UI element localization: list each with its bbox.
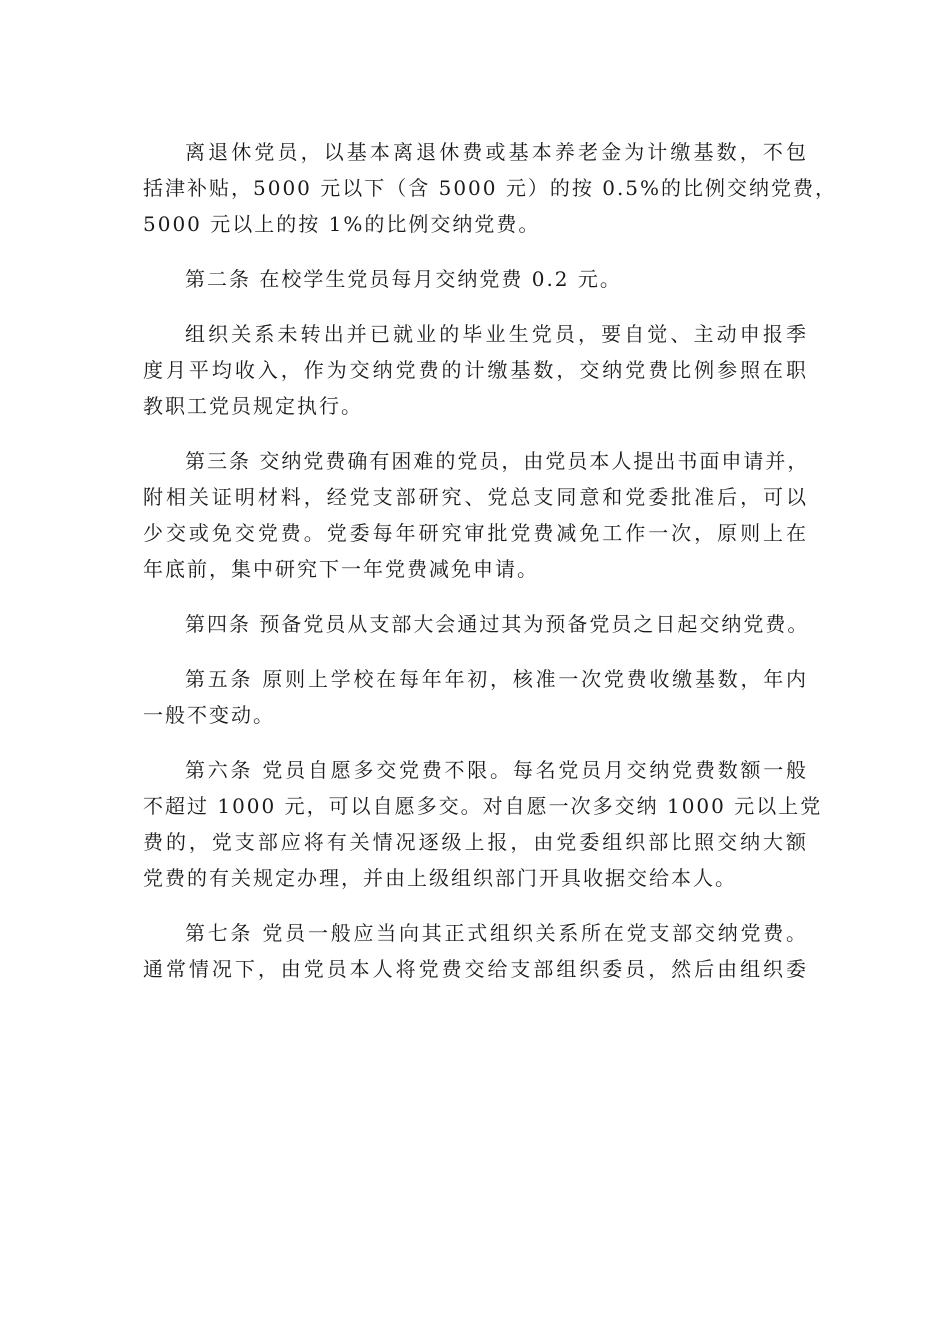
text-line: 度月平均收入，作为交纳党费的计缴基数，交纳党费比例参照在职: [143, 358, 808, 382]
text-line: 5000 元以上的按 1%的比例交纳党费。: [143, 212, 541, 236]
text-line: 第二条 在校学生党员每月交纳党费 0.2 元。: [185, 267, 622, 291]
text-line: 不超过 1000 元，可以自愿多交。对自愿一次多交纳 1000 元以上党: [143, 794, 823, 818]
text-line: 年底前，集中研究下一年党费减免申请。: [143, 557, 539, 581]
paragraph-retiree-fee: [143, 134, 838, 242]
text-line: 通常情况下，由党员本人将党费交给支部组织委员，然后由组织委: [143, 957, 808, 981]
text-line: 组织关系未转出并已就业的毕业生党员，要自觉、主动申报季: [185, 322, 808, 346]
text-line: 第七条 党员一般应当向其正式组织关系所在党支部交纳党费。: [185, 921, 808, 945]
document-body: [143, 134, 838, 1006]
text-line: 少交或免交党费。党委每年研究审批党费减免工作一次，原则上在: [143, 521, 808, 545]
paragraph-article-6: [143, 752, 823, 896]
text-line: 括津补贴，5000 元以下（含 5000 元）的按 0.5%的比例交纳党费，: [143, 176, 838, 200]
paragraph-article-4: [143, 606, 808, 642]
text-line: 第五条 原则上学校在每年年初，核准一次党费收缴基数，年内: [185, 667, 808, 691]
text-line: 第六条 党员自愿多交党费不限。每名党员月交纳党费数额一般: [185, 758, 808, 782]
text-line: 离退休党员，以基本离退休费或基本养老金为计缴基数，不包: [185, 140, 808, 164]
text-line: 一般不变动。: [143, 703, 275, 727]
paragraph-article-2: [143, 261, 808, 297]
paragraph-article-5: [143, 661, 808, 733]
text-line: 附相关证明材料，经党支部研究、党总支同意和党委批准后，可以: [143, 485, 808, 509]
paragraph-article-7: [143, 915, 808, 987]
paragraph-article-3: [143, 443, 808, 587]
text-line: 教职工党员规定执行。: [143, 394, 363, 418]
text-line: 第三条 交纳党费确有困难的党员，由党员本人提出书面申请并，: [185, 449, 810, 473]
text-line: 费的，党支部应将有关情况逐级上报，由党委组织部比照交纳大额: [143, 830, 808, 854]
text-line: 党费的有关规定办理，并由上级组织部门开具收据交给本人。: [143, 866, 737, 890]
text-line: 第四条 预备党员从支部大会通过其为预备党员之日起交纳党费。: [185, 612, 810, 636]
paragraph-graduate-fee: [143, 316, 808, 424]
